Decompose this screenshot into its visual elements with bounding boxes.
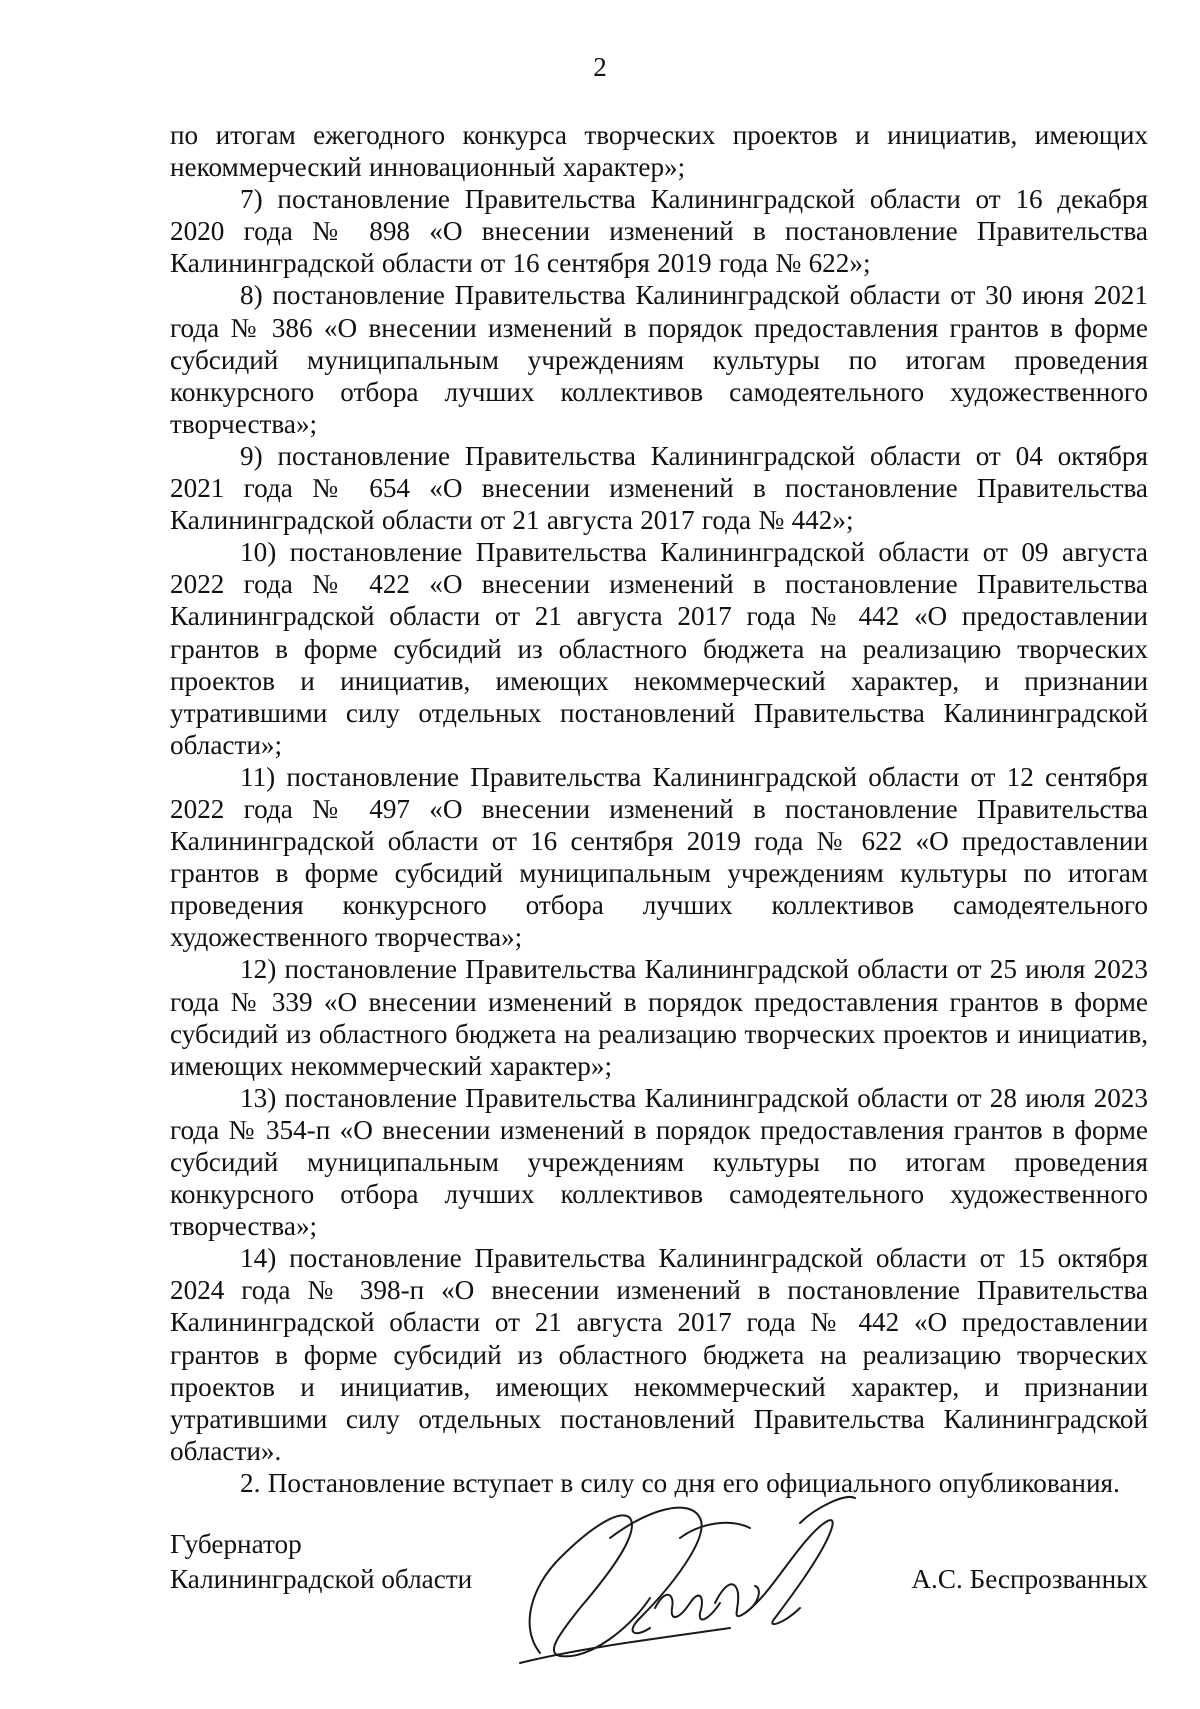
signatory-title — [170, 1527, 472, 1597]
list-item-7: 7) постановление Правительства Калининградской области от 16 декабря 2020 года № 898 «О внесении изменений в постановление Правительства Калининградской области от 16 сентября 2019 года № 622»; — [170, 184, 1148, 279]
list-item-13: 13) постановление Правительства Калининградской области от 28 июля 2023 года № 354-п «О внесении изменений в порядок предоставления грантов в форме субсидий муниципальным учреждениям культуры по итогам проведения конкурсного отбора лучших коллективов самодеятельного художественного творчества»; — [170, 1082, 1148, 1242]
page-number: 2 — [593, 52, 607, 82]
list-item-9: 9) постановление Правительства Калининградской области от 04 октября 2021 года № 654 «О внесении изменений в постановление Правительства Калининградской области от 21 августа 2017 года № 442»; — [170, 440, 1148, 536]
signatory-title-line2: Калининградской области — [170, 1564, 473, 1594]
paragraph-effective-date: 2. Постановление вступает в силу со дня его официального опубликования. — [240, 1467, 1120, 1498]
list-item-10: 10) постановление Правительства Калининградской области от 09 августа 2022 года № 422 «О внесении изменений в постановление Правительства Калининградской области от 21 августа 2017 года № 442 «О предоставлении грантов в форме субсидий из областного бюджета на реализацию творческих проектов и инициатив, имеющих некоммерческий характер, и признании утратившими силу отдельных постановлений Правительства Калининградской области»; — [170, 537, 1148, 760]
list-item-12: 12) постановление Правительства Калининградской области от 25 июля 2023 года № 339 «О внесении изменений в порядок предоставления грантов в форме субсидий из областного бюджета на реализацию творческих проектов и инициатив, имеющих некоммерческий характер»; — [170, 954, 1148, 1081]
list-item-8: 8) постановление Правительства Калининградской области от 30 июня 2021 года № 386 «О внесении изменений в порядок предоставления грантов в форме субсидий муниципальным учреждениям культуры по итогам проведения конкурсного отбора лучших коллективов самодеятельного художественного творчества»; — [170, 280, 1148, 439]
document-body — [170, 119, 1148, 1499]
paragraph-continuation: по итогам ежегодного конкурса творческих проектов и инициатив, имеющих некоммерческий инновационный характер»; — [170, 120, 1148, 183]
list-item-11: 11) постановление Правительства Калининградской области от 12 сентября 2022 года № 497 «О внесении изменений в постановление Правительства Калининградской области от 16 сентября 2019 года № 622 «О предоставлении грантов в форме субсидий муниципальным учреждениям культуры по итогам проведения конкурсного отбора лучших коллективов самодеятельного художественного творчества»; — [170, 761, 1148, 953]
signatory-name: А.С. Беспрозванных — [911, 1564, 1148, 1594]
list-item-14: 14) постановление Правительства Калининградской области от 15 октября 2024 года № 398-п «О внесении изменений в постановление Правительства Калининградской области от 21 августа 2017 года № 442 «О предоставлении грантов в форме субсидий из областного бюджета на реализацию творческих проектов и инициатив, имеющих некоммерческий характер, и признании утратившими силу отдельных постановлений Правительства Калининградской области». — [170, 1243, 1148, 1466]
handwritten-signature — [500, 1478, 860, 1668]
signatory-title-line1: Губернатор — [170, 1529, 302, 1559]
